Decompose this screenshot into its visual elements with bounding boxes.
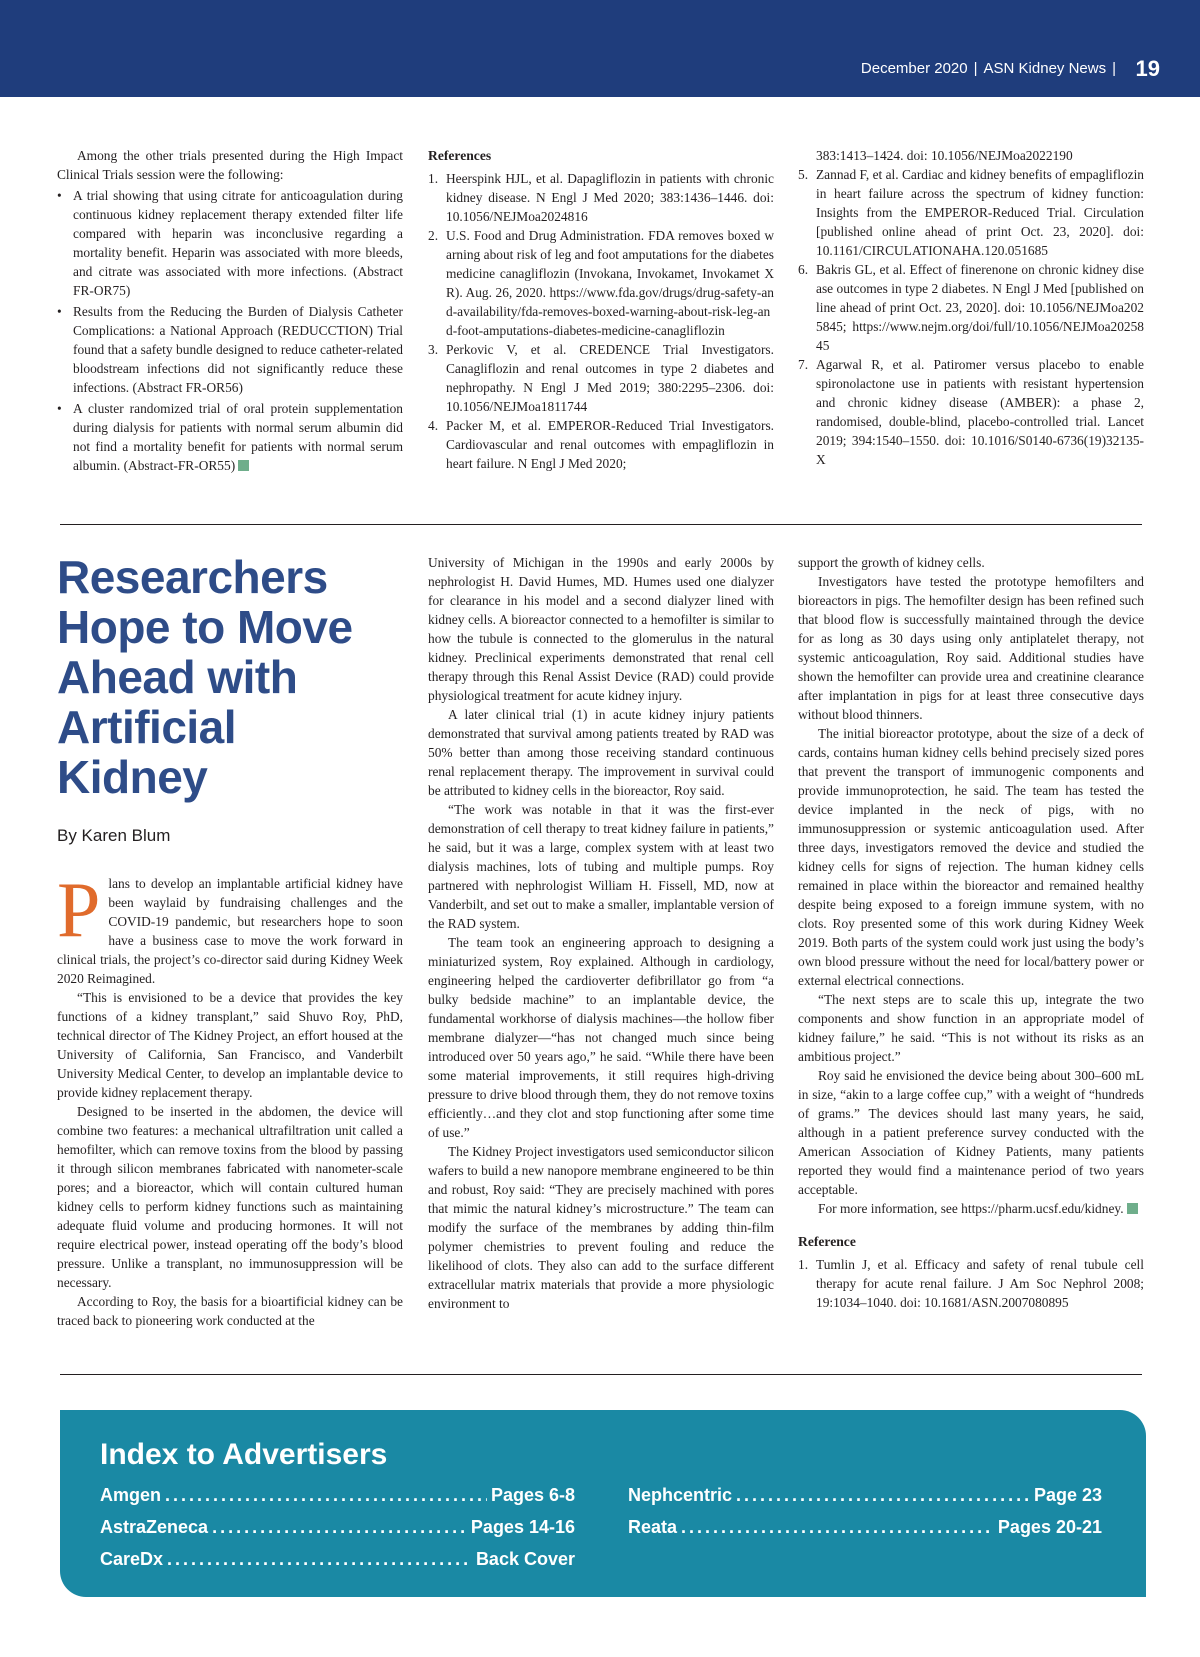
advertiser-pages: Page 23: [1033, 1485, 1102, 1505]
article-paragraph: Investigators have tested the prototype hemofilters and bioreactors in pigs. The hemofilter design has been refined such that blood flow is successfully maintained through the device for as long as 30 days using only antiplatelet therapy, not systemic anticoagulation, Roy said. Additional studies have shown the hemofilter can provide urea and creatinine clearance after implantation in pigs for at least three consecutive days without blood thinners.: [798, 574, 1144, 722]
header-info: [861, 60, 1122, 77]
article-reference-list: [798, 1255, 1144, 1312]
dot-leader: [212, 1517, 467, 1538]
reference-heading: Reference: [798, 1234, 856, 1249]
index-title: Index to Advertisers: [100, 1438, 388, 1471]
article-column-1: [57, 866, 403, 1330]
trial-bullet: • Results from the Reducing the Burden of Dialysis Catheter Complications: a National Approach (REDUCCTION) Trial found that a safety bundle designed to reduce catheter-related bloodstream infections did not significantly reduce these infections. (Abstract FR-OR56): [57, 302, 403, 397]
advertiser-entry[interactable]: [100, 1517, 575, 1538]
trials-bullet-list: [57, 186, 403, 475]
references-list-continued: [798, 146, 1144, 469]
article-paragraph: For more information, see https://pharm.ucsf.edu/kidney.: [798, 1199, 1144, 1218]
article-paragraph: The initial bioreactor prototype, about the size of a deck of cards, contains human kidney cells behind precisely sized pores that prevent the transport of immunogenic components and provide immunoprotection, he said. The team has tested the device implanted in the neck of pigs, with no immunosuppression or systemic anticoagulation used. After three days, investigators removed the device and studied the kidney cells for signs of rejection. The human kidney cells remained in place within the bioreactor and remained healthy despite being exposed to a foreign immune system, with no clots. Roy presented some of this work during Kidney Week 2019. Both parts of the system could work just using the body’s own blood pressure without the need for local/battery power or external electrical connections.: [798, 726, 1144, 988]
references-heading: References: [428, 148, 492, 163]
article-paragraph: The Kidney Project investigators used semiconductor silicon wafers to build a new nanopore membrane engineered to be thin and robust, Roy said: “They are precisely machined with pores that mimic the natural kidney’s microstructure.” The team can modify the surface of the membranes by adding thin-film polymer chemistries to prevent fouling and reduce the likelihood of clots. They also can add to the surface different extracellular matrix materials that provide a more physiologic environment to: [428, 1144, 774, 1311]
section-divider-bottom: [60, 1374, 1142, 1375]
reference-item: 3. Perkovic V, et al. CREDENCE Trial Investigators. Canagliflozin and renal outcomes in type 2 diabetes and nephropathy. N Engl J Med 2019; 380:2295–2306. doi: 10.1056/NEJMoa1811744: [428, 342, 774, 414]
advertiser-entry[interactable]: [100, 1485, 575, 1506]
reference-item: 6. Bakris GL, et al. Effect of finerenone on chronic kidney disease outcomes in type 2 diabetes. N Engl J Med [published online ahead of print Oct. 23, 2020]. doi: 10.1056/NEJMoa2025845; https://www.nejm.org/doi/full/10.1056/NEJMoa2025845: [798, 262, 1144, 353]
reference-item: 4. Packer M, et al. EMPEROR-Reduced Trial Investigators. Cardiovascular and renal outcomes with empagliflozin in heart failure. N Engl J Med 2020;: [428, 418, 774, 471]
publication-name: ASN Kidney News: [983, 60, 1107, 77]
page-number: 19: [1135, 56, 1160, 81]
index-to-advertisers: [60, 1410, 1146, 1597]
article-lead-paragraph: Plans to develop an implantable artificial kidney have been waylaid by fundraising challenges and the COVID-19 pandemic, but researchers hope to soon have a business case to move the work forward in clinical trials, the project’s co-director said during Kidney Week 2020 Reimagined.: [57, 866, 403, 986]
header-band: [0, 0, 1200, 97]
dot-leader: [681, 1517, 994, 1538]
article-paragraph: Roy said he envisioned the device being about 300–600 mL in size, “akin to a large coffee cup,” with a weight of “hundreds of grams.” The devices should last many years, he said, although in a patient preference survey conducted with the American Association of Kidney Patients, many patients reported they would find a maintenance period of two years acceptable.: [798, 1068, 1144, 1197]
reference-continuation: 383:1413–1424. doi: 10.1056/NEJMoa2022190: [816, 148, 1073, 163]
drop-cap: P: [57, 866, 101, 953]
article-byline: By Karen Blum: [57, 826, 171, 845]
article-paragraph: University of Michigan in the 1990s and early 2000s by nephrologist H. David Humes, MD. Humes used one dialyzer for clearance in his model and a second dialyzer lined with kidney cells. A bioreactor connected to a hemofilter is similar to how the tubule is connected to the glomerulus in the natural kidney. Preclinical experiments demonstrated that renal cell therapy through this Renal Assist Device (RAD) could provide physiological treatment for acute kidney injury.: [428, 555, 774, 703]
dot-leader: [165, 1485, 487, 1506]
reference-item: 5. Zannad F, et al. Cardiac and kidney benefits of empagliflozin in heart failure across the spectrum of kidney function: Insights from the EMPEROR-Reduced Trial. Circulation [published online ahead of print Oct. 23, 2020]. doi: 10.1161/CIRCULATIONAHA.120.051685: [798, 167, 1145, 258]
trials-intro: Among the other trials presented during the High Impact Clinical Trials session were the following:: [57, 148, 403, 182]
advertiser-entry[interactable]: [628, 1517, 1102, 1538]
advertiser-name: Amgen: [100, 1485, 162, 1505]
trial-bullet: • A cluster randomized trial of oral protein supplementation during dialysis for patients with normal serum albumin did not find a mortality benefit for patients with normal serum albumin. (Abstract-FR-OR55): [57, 399, 403, 475]
top-column-3: [798, 146, 1144, 469]
dot-leader: [167, 1549, 472, 1570]
advertiser-entry[interactable]: [100, 1549, 575, 1570]
section-divider: [60, 524, 1142, 525]
article-paragraph: A later clinical trial (1) in acute kidney injury patients demonstrated that survival among patients treated by RAD was 50% better than among those receiving standard continuous renal replacement therapy. The improvement in survival could be attributed to kidney cells in the bioreactor, Roy said.: [428, 707, 774, 798]
end-mark-icon: [1127, 1203, 1138, 1214]
reference-item: 1. Heerspink HJL, et al. Dapagliflozin in patients with chronic kidney disease. N Engl J Med 2020; 383:1436–1446. doi: 10.1056/NEJMoa2024816: [428, 171, 774, 224]
trial-bullet: • A trial showing that using citrate for anticoagulation during continuous kidney replacement therapy extended filter life compared with heparin was inconclusive regarding a mortality benefit. Heparin was associated with more bleeds, and citrate was associated with more infections. (Abstract FR-OR75): [57, 186, 403, 300]
advertiser-name: AstraZeneca: [100, 1517, 209, 1537]
reference-item: 7. Agarwal R, et al. Patiromer versus placebo to enable spironolactone use in patients with resistant hypertension and chronic kidney disease (AMBER): a phase 2, randomised, double-blind, placebo-controlled trial. Lancet 2019; 394:1540–1550. doi: 10.1016/S0140-6736(19)32135-X: [798, 357, 1144, 467]
article-paragraph: support the growth of kidney cells.: [798, 555, 985, 570]
article-paragraph: The team took an engineering approach to designing a miniaturized system, Roy explained. Although in cardiology, engineering helped the cardioverter defibrillator go from “a bulky bedside machine” to an implantable device, the fundamental workhorse of dialysis machines—the hollow fiber membrane dialyzer—“has not changed much since being introduced over 50 years ago,” he said. “While there have been some material improvements, it still requires high-driving pressure to drive blood through them, they do not remove toxins efficiently…and they clot and stop functioning after some time of use.”: [428, 935, 774, 1140]
advertiser-pages: Pages 20-21: [997, 1517, 1102, 1537]
advertiser-name: Reata: [628, 1517, 678, 1537]
reference-item: 1. Tumlin J, et al. Efficacy and safety of renal tubule cell therapy for acute renal failure. J Am Soc Nephrol 2008; 19:1034–1040. doi: 10.1681/ASN.2007080895: [798, 1257, 1144, 1310]
top-column-2: [428, 146, 774, 473]
advertiser-pages: Pages 14-16: [470, 1517, 575, 1537]
article-paragraph: Designed to be inserted in the abdomen, the device will combine two features: a mechanical ultrafiltration unit called a hemofilter, which can remove toxins from the blood by passing it through silicon membranes fabricated with nanometer-scale pores; and a bioreactor, which will contain cultured human kidney cells to perform kidney functions such as maintaining adequate fluid volume and producing hormones. It will not require electrical power, instead operating off the body’s blood pressure. Unlike a transplant, no immunosuppression will be necessary.: [57, 1104, 403, 1290]
reference-item: 2. U.S. Food and Drug Administration. FDA removes boxed warning about risk of leg and foot amputations for the diabetes medicine canagliflozin (Invokana, Invokamet, Invokamet XR). Aug. 26, 2020. https://www.fda.gov/drugs/drug-safety-and-availability/fda-removes-boxed-warning-about-risk-leg-and-foot-amputations-diabetes-medicine-canagliflozin: [428, 228, 774, 338]
references-list: [428, 169, 774, 473]
article-column-3: [798, 553, 1144, 1312]
article-headline: Researchers Hope to Move Ahead with Artificial Kidney: [57, 551, 353, 803]
advertiser-pages: Pages 6-8: [490, 1485, 575, 1505]
advertiser-name: CareDx: [100, 1549, 164, 1569]
end-mark-icon: [238, 460, 249, 471]
header-separator-2: |: [1112, 60, 1116, 77]
article-paragraph: According to Roy, the basis for a bioartificial kidney can be traced back to pioneering work conducted at the: [57, 1294, 403, 1328]
advertiser-name: Nephcentric: [628, 1485, 733, 1505]
issue-date: December 2020: [860, 60, 968, 77]
article-column-2: [428, 553, 774, 1313]
article-paragraph: “This is envisioned to be a device that provides the key functions of a kidney transplant,” said Shuvo Roy, PhD, technical director of The Kidney Project, an effort housed at the University of California, San Francisco, and Vanderbilt University Medical Center, to develop an implantable device to provide kidney replacement therapy.: [57, 990, 403, 1100]
header-separator: |: [973, 60, 978, 77]
top-column-1: [57, 146, 403, 475]
article-paragraph: “The work was notable in that it was the first-ever demonstration of cell therapy to treat kidney failure in patients,” he said, but it was a large, complex system with at least two dialysis machines, lots of tubing and multiple pumps. Roy partnered with nephrologist William H. Fissell, MD, now at Vanderbilt, and set out to make a smaller, implantable version of the RAD system.: [428, 802, 774, 931]
advertiser-pages: Back Cover: [475, 1549, 575, 1569]
advertiser-entry[interactable]: [628, 1485, 1102, 1506]
dot-leader: [736, 1485, 1030, 1506]
article-paragraph: “The next steps are to scale this up, integrate the two components and show function in an appropriate model of kidney failure,” he said. “This is not without its risks as an ambitious project.”: [798, 992, 1144, 1064]
